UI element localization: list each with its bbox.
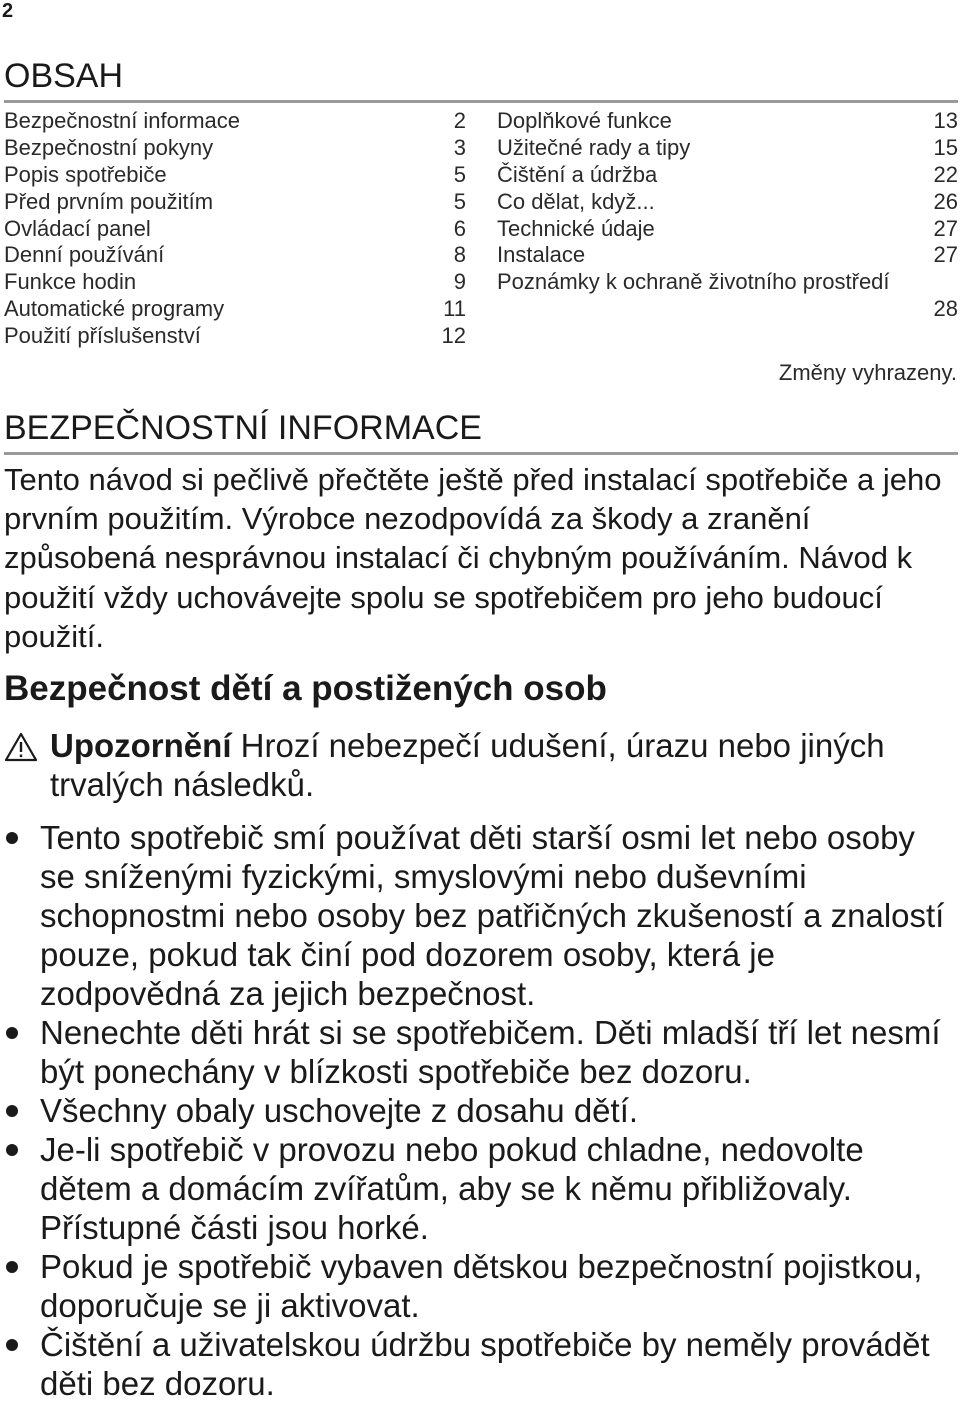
page-number: 2 xyxy=(2,0,14,22)
toc-entry-page: 22 xyxy=(933,161,958,187)
list-item xyxy=(4,1325,954,1403)
toc-entry-title: Užitečné rady a tipy xyxy=(497,134,691,160)
toc-entry-title: Čištění a údržba xyxy=(497,161,658,187)
list-item-text: Pokud je spotřebič vybaven dětskou bezpečnostní pojistkou, doporučuje se ji aktivovat. xyxy=(40,1248,923,1324)
toc-entry[interactable] xyxy=(4,135,466,162)
toc-entry-page: 9 xyxy=(453,269,466,295)
toc-entry-page: 15 xyxy=(933,134,958,160)
toc-heading: OBSAH xyxy=(4,57,124,95)
toc-entry[interactable] xyxy=(4,108,466,135)
bullet-icon xyxy=(6,1339,18,1351)
toc-entry[interactable] xyxy=(497,216,958,243)
warning-triangle-icon xyxy=(4,732,38,762)
toc-entry[interactable] xyxy=(4,323,466,350)
toc-entry[interactable] xyxy=(497,108,958,135)
toc-entry-page: 11 xyxy=(443,296,466,322)
warning-text: Hrozí nebezpečí udušení, úrazu nebo jiných trvalých následků. xyxy=(50,727,885,803)
toc-entry-title: Funkce hodin xyxy=(4,269,137,295)
changes-note: Změny vyhrazeny. xyxy=(778,360,957,385)
toc-entry-title: Použití příslušenství xyxy=(4,323,201,349)
list-item xyxy=(4,818,954,1013)
toc-entry[interactable] xyxy=(4,162,466,189)
toc-entry-page: 5 xyxy=(453,161,466,187)
toc-left-column xyxy=(4,108,466,350)
bullet-icon xyxy=(6,1027,18,1039)
bullet-icon xyxy=(6,1144,18,1156)
toc-entry-title: Popis spotřebiče xyxy=(4,161,167,187)
list-item-text: Nenechte děti hrát si se spotřebičem. Děti mladší tří let nesmí být ponechány v blízkosti spotřebiče bez dozoru. xyxy=(40,1014,941,1090)
toc-entry[interactable] xyxy=(4,296,466,323)
safety-heading-rule xyxy=(4,452,958,455)
toc-entry-title: Poznámky k ochraně životního prostředí xyxy=(497,269,890,295)
toc-entry-title: Bezpečnostní informace xyxy=(4,108,241,133)
toc-entry-page: 27 xyxy=(933,242,958,268)
toc-entry-page: 26 xyxy=(933,188,958,214)
toc-entry-page: 12 xyxy=(441,323,466,349)
list-item-text: Je-li spotřebič v provozu nebo pokud chladne, nedovolte dětem a domácím zvířatům, aby se k němu přibližovaly. Přístupné části jsou horké. xyxy=(40,1131,864,1246)
toc-entry-title: Denní používání xyxy=(4,242,165,268)
safety-intro: Tento návod si pečlivě přečtěte ještě před instalací spotřebiče a jeho prvním použitím. Výrobce nezodpovídá za škody a zranění způsobená nesprávnou instalací či chybným používáním. Návod k použití vždy uchovávejte spolu se spotřebičem pro jeho budoucí použití. xyxy=(4,462,942,654)
toc-entry-title: Doplňkové funkce xyxy=(497,108,672,133)
toc-entry-page: 5 xyxy=(453,188,466,214)
list-item xyxy=(4,1130,954,1247)
toc-entry[interactable] xyxy=(4,189,466,216)
toc-entry-title: Instalace xyxy=(497,242,586,268)
toc-entry-page: 6 xyxy=(453,215,466,241)
safety-bullet-list xyxy=(4,818,954,1403)
list-item xyxy=(4,1013,954,1091)
bullet-icon xyxy=(6,832,18,844)
toc-entry-title: Bezpečnostní pokyny xyxy=(4,134,214,160)
safety-heading: BEZPEČNOSTNÍ INFORMACE xyxy=(4,409,482,447)
toc-heading-rule xyxy=(4,100,958,103)
list-item-text: Čištění a uživatelskou údržbu spotřebiče by neměly provádět děti bez dozoru. xyxy=(40,1326,930,1402)
toc-entry[interactable] xyxy=(497,162,958,189)
toc-entry[interactable] xyxy=(497,189,958,216)
warning-block xyxy=(4,726,954,804)
toc-entry[interactable] xyxy=(497,242,958,269)
list-item-text: Tento spotřebič smí používat děti starší osmi let nebo osoby se sníženými fyzickými, smyslovými nebo duševními schopnostmi nebo osoby bez patřičných zkušeností a znalostí pouze, pokud tak činí pod dozorem osoby, která je zodpovědná za jejich bezpečnost. xyxy=(40,819,945,1012)
toc-entry-page: 3 xyxy=(453,134,466,160)
toc-entry-title: Technické údaje xyxy=(497,215,655,241)
toc-entry-title: Ovládací panel xyxy=(4,215,151,241)
toc-entry-page: 28 xyxy=(933,296,958,322)
toc-entry[interactable] xyxy=(497,135,958,162)
toc-entry-page: 2 xyxy=(453,108,466,133)
toc-entry-page: 13 xyxy=(933,108,958,133)
toc-entry[interactable] xyxy=(4,269,466,296)
list-item-text: Všechny obaly uschovejte z dosahu dětí. xyxy=(40,1092,639,1129)
bullet-icon xyxy=(6,1261,18,1273)
list-item xyxy=(4,1091,954,1130)
warning-label: Upozornění xyxy=(50,727,232,764)
toc-entry[interactable] xyxy=(497,269,958,323)
toc-entry[interactable] xyxy=(4,242,466,269)
toc-entry-page: 27 xyxy=(933,215,958,241)
toc-entry-title: Automatické programy xyxy=(4,296,225,322)
toc-right-column xyxy=(497,108,958,323)
toc-entry-title: Před prvním použitím xyxy=(4,188,214,214)
child-safety-subheading: Bezpečnost dětí a postižených osob xyxy=(4,669,607,708)
toc-entry[interactable] xyxy=(4,216,466,243)
list-item xyxy=(4,1247,954,1325)
toc-entry-title: Co dělat, když... xyxy=(497,188,655,214)
toc-entry-page: 8 xyxy=(453,242,466,268)
bullet-icon xyxy=(6,1105,18,1117)
